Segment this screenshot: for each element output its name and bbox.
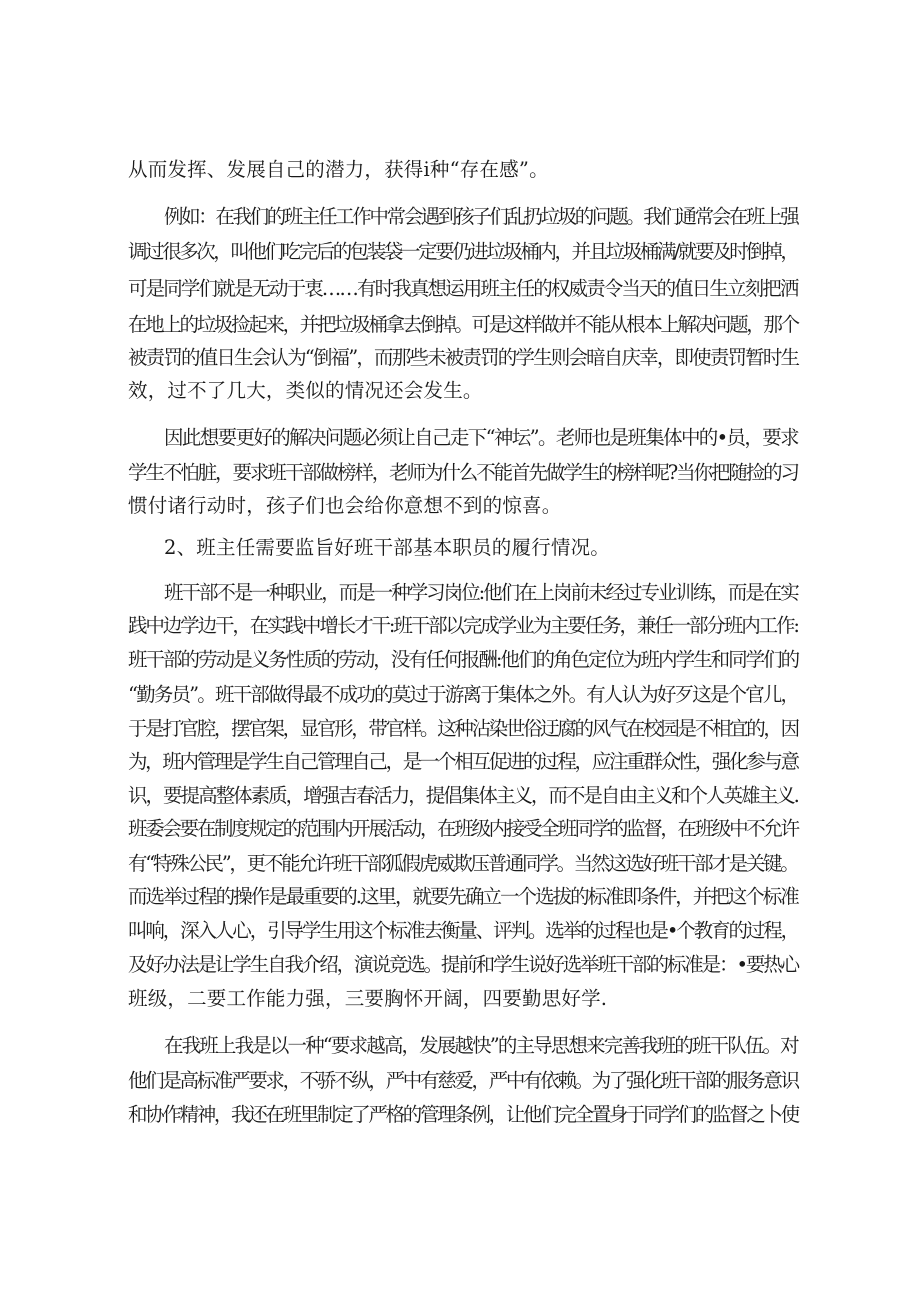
text-line: 他们是高标准严要求，不骄不纵，严中有慈爱，严中有依赖。为了强化班干部的服务意识 [128,1069,798,1092]
text-line: 班级，二要工作能力强，三要胸怀开阔，四要勤思好学. [128,987,608,1010]
text-line: 践中边学边干，在实践中增长才干:班干部以完成学业为主要任务，兼任一部分班内工作: [128,614,798,637]
text-line: 于是打官腔，摆官架，显官形，带官样。这种沾染世俗迂腐的风气在校园是不相宜的，因 [128,717,798,740]
text-line: 惯付诸行动时，孩子们也会给你意想不到的惊喜。 [128,494,562,517]
text-line: 而选举过程的操作是最重要的.这里，就要先确立一个选拔的标准即条件，并把这个标准 [128,885,798,908]
text-line: 从而发挥、发展自己的潜力，获得i种“存在感”。 [128,158,549,181]
text-line: 例如：在我们的班主任工作中常会遇到孩子们乱扔垃圾的问题。我们通常会在班上强 [164,205,798,228]
text-line: 为，班内管理是学生自己管理自己，是一个相互促进的过程，应注重群众性，强化参与意 [128,750,798,773]
text-line: 在地上的垃圾捡起来，并把垃圾桶拿去倒掉。可是这样做并不能从根本上解决问题，那个 [128,313,798,336]
section-heading: 2、班主任需要监旨好班干部基本职员的履行情况。 [164,536,611,559]
text-line: 可是同学们就是无动于衷……有时我真想运用班主任的权威责令当天的值日生立刻把洒 [128,277,798,300]
text-line: 班委会要在制度规定的范围内开展活动，在班级内接受全班同学的监督，在班级中不允许 [128,817,798,840]
text-line: “勤务员”。班干部做得最不成功的莫过于游离于集体之外。有人认为好歹这是个官儿， [128,683,799,706]
text-line: 和协作精神，我还在班里制定了严格的管理条例，让他们完全置身于同学们的监督之卜使 [128,1103,798,1126]
text-line: 在我班上我是以一种“要求越高，发展越快”的主导思想来完善我班的班干队伍。对 [164,1034,798,1057]
text-line: 因此想要更好的解决问题必须让自己走下“神坛”。老师也是班集体中的•员，要求 [164,426,799,449]
text-line: 班干部不是一种职业，而是一种学习岗位:他们在上岗前未经过专业训练，而是在实 [164,581,798,604]
text-line: 调过很多次，叫他们吃完后的包装袋一定要仍进垃圾桶内，并且垃圾桶满/就要及时倒掉， [128,240,798,263]
text-line: 识，要提高整体素质，增强吉春活力，提倡集体主义，而不是自由主义和个人英雄主义. [128,784,798,807]
text-line: 有“特殊公民”，更不能允许班干部狐假虎威欺压普通同学。当然这选好班干部才是关键。 [128,852,798,875]
text-line: 班干部的劳动是义务性质的劳动，没有任何报酬:他们的角色定位为班内学生和同学们的 [128,648,799,671]
text-line: 被责罚的值日生会认为“倒福”，而那些未被责罚的学生则会暗自庆幸，即使责罚暂时生 [128,346,799,369]
text-line: 叫响，深入人心，引导学生用这个标准去衡量、评判。选举的过程也是•个教育的过程， [128,919,798,942]
text-line: 学生不怕脏，要求班干部做榜样，老师为什么不能首先做学生的榜样呢?当你把随捡的习 [128,461,798,484]
text-line: 及好办法是让学生自我介绍，演说竞选。提前和学生说好选举班干部的标准是：•要热心 [128,953,798,976]
text-line: 效，过不了几大，类似的情况还会发生。 [128,379,483,402]
